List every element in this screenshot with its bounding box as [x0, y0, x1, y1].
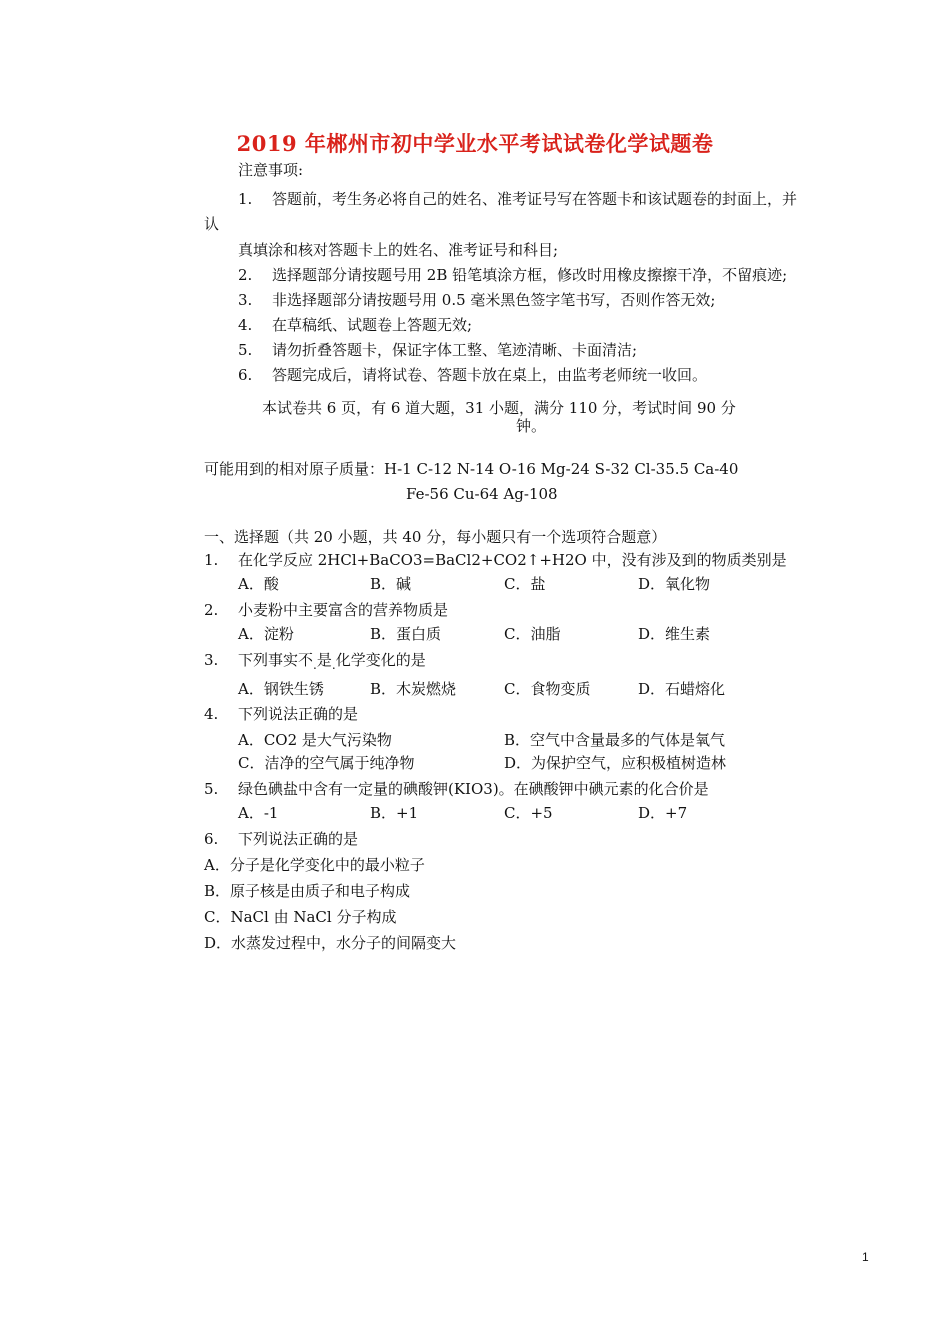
notice-item-text: 请勿折叠答题卡，保证字体工整、笔迹清晰、卡面清洁;	[272, 341, 638, 359]
question-stem	[204, 779, 709, 799]
notice-item-number: 3.	[238, 291, 253, 309]
notice-item-text: 答题完成后，请将试卷、答题卡放在桌上，由监考老师统一收回。	[272, 366, 708, 384]
option-a: A．淀粉	[238, 625, 294, 643]
option-a: A．-1	[238, 804, 279, 822]
option-c: C．油脂	[504, 625, 561, 643]
notice-item	[238, 189, 797, 209]
option-b: B．蛋白质	[370, 625, 442, 643]
option-b: B．原子核是由质子和电子构成	[204, 882, 411, 900]
question-stem	[204, 704, 358, 724]
section-heading: 一、选择题（共 20 小题，共 40 分，每小题只有一个选项符合题意）	[204, 528, 667, 546]
notice-heading: 注意事项:	[238, 161, 304, 179]
question-text: 绿色碘盐中含有一定量的碘酸钾(KIO3)。在碘酸钾中碘元素的化合价是	[238, 780, 709, 798]
question-text: 小麦粉中主要富含的营养物质是	[238, 601, 449, 619]
notice-item-number: 6.	[238, 366, 253, 384]
question-text: 下列事实不	[238, 651, 314, 669]
question-stem	[204, 829, 358, 849]
option-c: C．食物变质	[504, 680, 591, 698]
option-a: A．钢铁生锈	[238, 680, 324, 698]
option-c: C．NaCl 由 NaCl 分子构成	[204, 908, 397, 926]
notice-item-number: 5.	[238, 341, 253, 359]
option-a: A．CO2 是大气污染物	[238, 731, 392, 749]
notice-item-number: 2.	[238, 266, 253, 284]
option-b: B．空气中含量最多的气体是氧气	[504, 731, 726, 749]
question-stem	[204, 550, 787, 570]
question-stem	[204, 650, 426, 675]
atomic-mass-line: 可能用到的相对原子质量：H-1 C-12 N-14 O-16 Mg-24 S-32 Cl-35.5 Ca-40	[204, 460, 739, 478]
question-number: 3.	[204, 651, 219, 669]
option-d: D．维生素	[638, 625, 711, 643]
option-a: A．分子是化学变化中的最小粒子	[204, 856, 425, 874]
question-number: 6.	[204, 830, 219, 848]
emphasis-dot: .	[313, 658, 317, 672]
option-a: A．酸	[238, 575, 279, 593]
exam-info-line: 钟。	[516, 417, 547, 435]
emphasis-dot: .	[331, 658, 336, 672]
notice-item	[238, 365, 707, 385]
question-number: 5.	[204, 780, 219, 798]
option-b: B．+1	[370, 804, 419, 822]
exam-info-line: 本试卷共 6 页，有 6 道大题，31 小题，满分 110 分，考试时间 90 分	[262, 399, 736, 417]
question-text: 化学变化的是	[335, 651, 426, 669]
option-c: C．洁净的空气属于纯净物	[238, 754, 415, 772]
notice-item	[238, 265, 787, 285]
option-c: C．+5	[504, 804, 553, 822]
question-text: 下列说法正确的是	[238, 830, 359, 848]
notice-item-wrap: 认	[204, 215, 220, 233]
notice-item	[238, 290, 715, 310]
option-d: D．氧化物	[638, 575, 711, 593]
option-c: C．盐	[504, 575, 546, 593]
notice-item	[238, 315, 472, 335]
notice-item-text: 答题前，考生务必将自己的姓名、准考证号写在答题卡和该试题卷的封面上，并	[272, 190, 798, 208]
notice-item-text: 选择题部分请按题号用 2B 铅笔填涂方框，修改时用橡皮擦擦干净，不留痕迹;	[272, 266, 788, 284]
notice-item-number: 1.	[238, 190, 253, 208]
question-number: 4.	[204, 705, 219, 723]
option-b: B．木炭燃烧	[370, 680, 457, 698]
notice-item-text: 非选择题部分请按题号用 0.5 毫米黑色签字笔书写，否则作答无效;	[272, 291, 716, 309]
question-number: 1.	[204, 551, 219, 569]
question-number: 2.	[204, 601, 219, 619]
notice-item-text: 在草稿纸、试题卷上答题无效;	[272, 316, 473, 334]
question-text: 下列说法正确的是	[238, 705, 359, 723]
atomic-mass-line: Fe-56 Cu-64 Ag-108	[406, 485, 558, 503]
page-title: 2019 年郴州市初中学业水平考试试卷化学试题卷	[236, 131, 714, 156]
question-text: 在化学反应 2HCl+BaCO3=BaCl2+CO2↑+H2O 中，没有涉及到的物质类别是	[238, 551, 787, 569]
option-d: D．+7	[638, 804, 688, 822]
option-d: D．石蜡熔化	[638, 680, 726, 698]
notice-item-number: 4.	[238, 316, 253, 334]
notice-item	[238, 340, 637, 360]
question-text: 是	[316, 651, 332, 669]
option-d: D．水蒸发过程中，水分子的间隔变大	[204, 934, 457, 952]
option-d: D．为保护空气，应积极植树造林	[504, 754, 727, 772]
notice-item-continued: 真填涂和核对答题卡上的姓名、准考证号和科目;	[238, 241, 559, 259]
option-b: B．碱	[370, 575, 412, 593]
question-stem	[204, 600, 448, 620]
page-number: 1	[862, 1250, 869, 1264]
